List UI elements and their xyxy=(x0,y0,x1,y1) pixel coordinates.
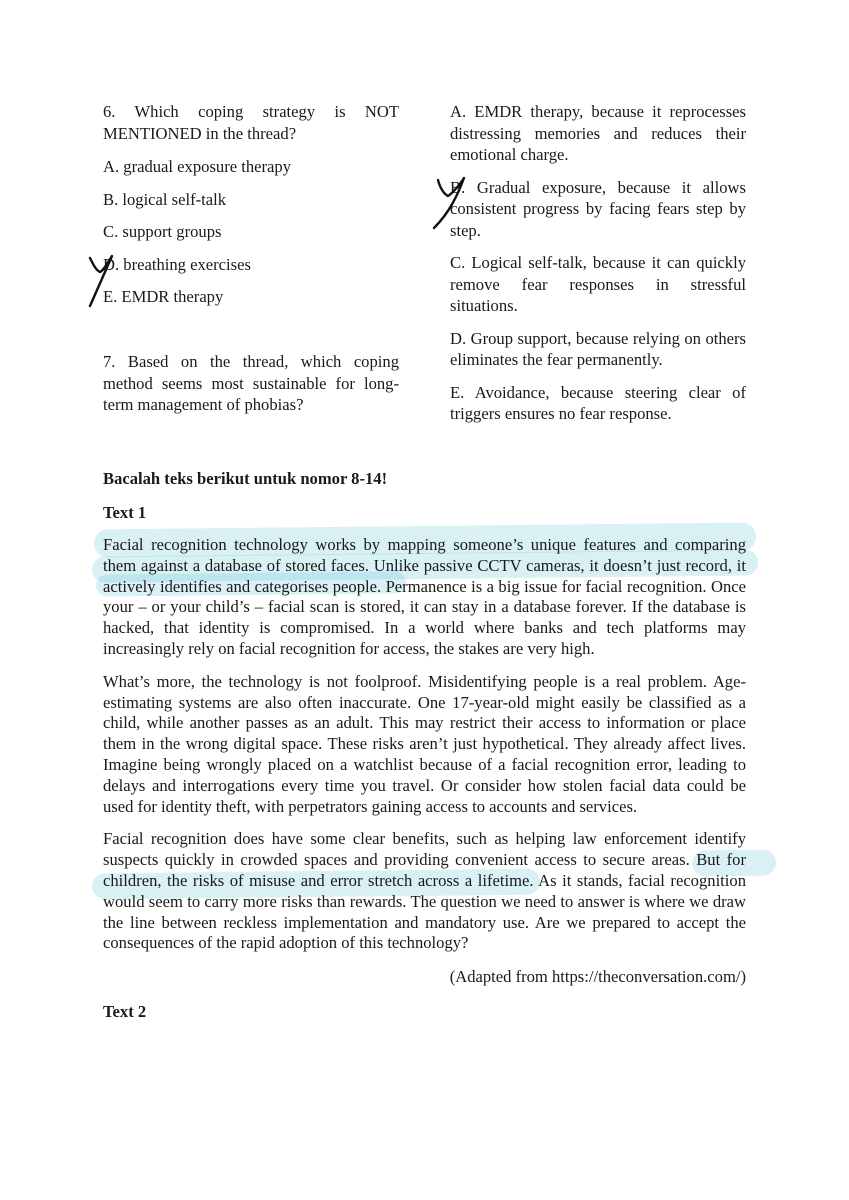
q6-option-a: A. gradual exposure therapy xyxy=(103,157,291,176)
question-6-text: 6. Which coping strategy is NOT MENTIONED in the thread? xyxy=(103,102,399,143)
question-6 xyxy=(103,101,399,308)
question-7-options xyxy=(450,101,746,436)
instruction-heading: Bacalah teks berikut untuk nomor 8-14! xyxy=(103,469,388,488)
q6-option-c: C. support groups xyxy=(103,222,222,241)
q7-option-b: B. Gradual exposure, because it allows consistent progress by facing fears step by step. xyxy=(450,177,746,240)
text-1-paragraph-2: What’s more, the technology is not foolproof. Misidentifying people is a real problem. Age-estimating systems are also often inaccurate. One 17-year-old might easily be classified as a child, while another passes as an adult. This may restrict their access to information or place them in the wrong digital space. These risks aren’t just hypothetical. They already affect lives. Imagine being wrongly placed on a watchlist because of a facial recognition error, leading to delays and interrogations every time you travel. Or consider how stolen facial data could be used for identity theft, with perpetrators gaining access to accounts and services. xyxy=(103,671,746,816)
q7-option-d: D. Group support, because relying on others eliminates the fear permanently. xyxy=(450,328,746,369)
reading-section xyxy=(103,468,746,1023)
text-1-title: Text 1 xyxy=(103,502,147,522)
q7-option-e: E. Avoidance, because steering clear of triggers ensures no fear response. xyxy=(450,382,746,423)
checkmark-q7-icon xyxy=(428,172,472,234)
q6-option-e: E. EMDR therapy xyxy=(103,287,224,306)
q6-option-b: B. logical self-talk xyxy=(103,189,227,209)
q7-option-c: C. Logical self-talk, because it can quickly remove fear responses in stressful situations. xyxy=(450,253,746,315)
q6-option-d: D. breathing exercises xyxy=(103,254,251,274)
text-1-source: (Adapted from https://theconversation.com/) xyxy=(449,967,746,987)
q7-option-a: A. EMDR therapy, because it reprocesses distressing memories and reduces their emotional charge. xyxy=(450,102,746,164)
text-1-paragraph-1: Facial recognition technology works by mapping someone’s unique features and comparing them against a database of stored faces. Unlike passive CCTV cameras, it doesn’t just record, it actively identifies and categorises people. Permanence is a big issue for facial recognition. Once your – or your child’s – facial scan is stored, it can stay in a database forever. If the database is hacked, that identity is compromised. In a world where banks and tech platforms may increasingly rely on facial recognition for access, the stakes are very high. xyxy=(103,535,746,658)
text-2-title: Text 2 xyxy=(103,1002,147,1022)
question-7-text: 7. Based on the thread, which coping method seems most sustainable for long-term management of phobias? xyxy=(103,352,399,414)
question-7 xyxy=(103,351,399,416)
checkmark-q6-icon xyxy=(84,250,124,310)
text-1-paragraph-3: Facial recognition does have some clear benefits, such as helping law enforcement identify suspects quickly in crowded spaces and providing convenient access to secure areas. But for children, the risks of misuse and error stretch across a lifetime. As it stands, facial recognition would seem to carry more risks than rewards. The question we need to answer is where we draw the line between reckless implementation and mandatory use. Are we prepared to accept the consequences of the rapid adoption of this technology? xyxy=(103,829,746,953)
